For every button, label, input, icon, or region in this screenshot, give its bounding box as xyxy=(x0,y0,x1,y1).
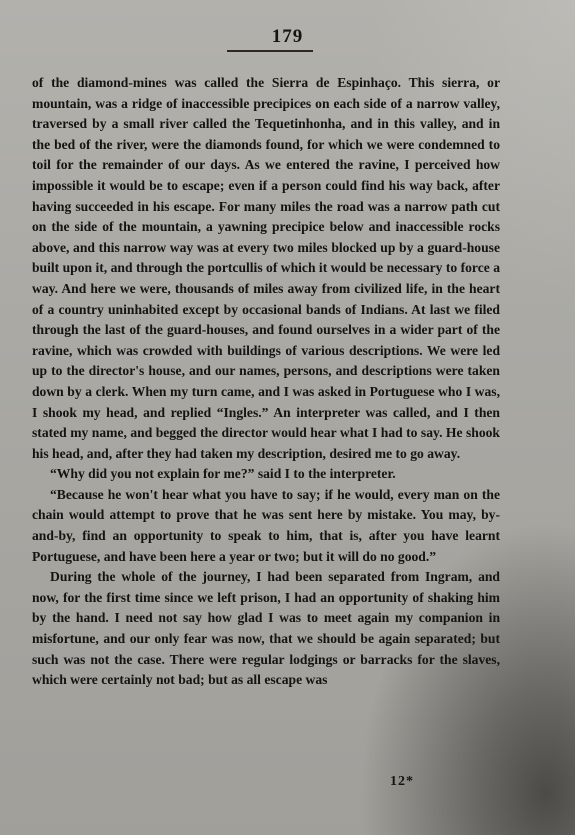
header-rule xyxy=(227,50,313,52)
paragraph-4: During the whole of the journey, I had been separated from Ingram, and now, for the first time since we left prison, I had an opportunity of shaking him by the hand. I need not say how glad I was to meet again my companion in misfortune, and our only fear was now, that we should be again separated; but such was not the case. There were regular lodgings or barracks for the slaves, which were certainly not bad; but as all escape was xyxy=(32,569,500,688)
paragraph-2: “Why did you not explain for me?” said I to the interpreter. xyxy=(50,466,396,482)
paragraph-3: “Because he won't hear what you have to say; if he would, every man on the chain would attempt to prove that he was sent here by mistake. You may, by-and-by, find an opportunity to speak to him, that is, after you have learnt Portuguese, and have been here a year or two; but it will do no good.” xyxy=(32,486,500,564)
paragraph-1: of the diamond-mines was called the Sierra de Espinhaço. This sierra, or mountain, was a ridge of inaccessible precipices on each side of a narrow valley, traversed by a small river called the Tequetinhonha, and in this valley, and in the bed of the river, were the diamonds found, for which we were condemned to toil for the remainder of our days. As we entered the ravine, I perceived how impossible it would be to escape; even if a person could find his way back, after having succeeded in his escape. For many miles the road was a narrow path cut on the side of the mountain, a yawning precipice below and inaccessible rocks above, and this narrow way was at every two miles blocked up by a guard-house built upon it, and through the portcullis of which it would be necessary to force a way. And here we were, thousands of miles away from civilized life, in the heart of a country uninhabited except by occasional bands of Indians. At last we filed through the last of the guard-houses, and found ourselves in a wider part of the ravine, which was crowded with buildings of various descriptions. We were led up to the director's house, and our names, persons, and descriptions were taken down by a clerk. When my turn came, and I was asked in Portuguese who I was, I shook my head, and replied “Ingles.” An interpreter was called, and I then stated my name, and begged the director would hear what I had to say. He shook his head, and, after they had taken my description, desired me to go away. xyxy=(32,75,500,461)
signature-mark: 12* xyxy=(390,774,414,789)
page-number: 179 xyxy=(271,26,304,47)
body-text xyxy=(32,73,500,691)
